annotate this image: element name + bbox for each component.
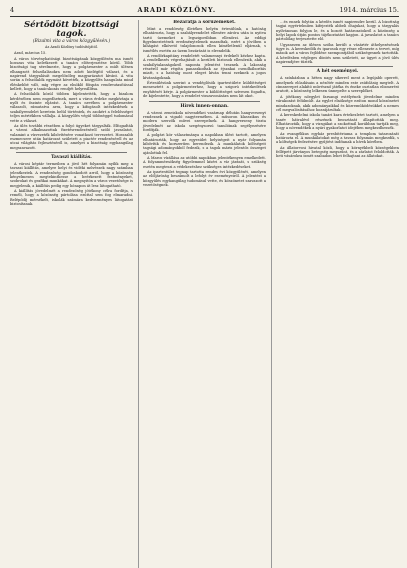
body-paragraph: A városi képtár termeiben a jövő hét folyamán nyílik meg a tavaszi kiállítás, amelyre helyi és vidéki művészek nagy számban jelentkeztek. A rendezőség gondoskodott arról, hogy a közönség kényelmesen megtekinthesse a beérkezett festményeket, szobrokat és grafikai munkákat. A megnyitón a város vezetősége is megjelenik, a kiállítás pedig egy hónapon át lesz látogatható. [10, 161, 133, 188]
body-paragraph: A polgári kör választmánya a napokban ülést tartott, amelyen elhatározták, hogy az egyesület helyiségeit a nyár folyamán kibővítik és korszerűen berendezik. A munkálatok költségeit tagsági adományokból fedezik, s a tagok máris jelentős összeget ajánlottak fel. [143, 133, 266, 155]
section-heading: Hírek innen-onnan. [180, 103, 229, 109]
body-paragraph: Mint a rendőrség illetékes helyén értesülünk, a hatóság elhatározta, hogy a szabályrendelet ellenére záróra után is nyitva tartó üzemeket a legszigorúbban ellenőrzi. Az eddigi figyelmeztetések eredménytelenek maradtak, ezért a jövőben a kihágást elkövető tulajdonosok ellen kíméletlenül eljárnak, s ismétlés esetén az üzem bezárását is elrendelik. [143, 27, 266, 53]
body-paragraph: Az evangélikus egyház presbitériuma a templom tatarozását határozta el. A munkálatokat még a tavasz folyamán megkezdik, s a költségek fedezésére gyűjtést indítanak a hívek körében. [276, 131, 399, 145]
body-paragraph: A kereskedelmi iskola tanári kara értekezletet tartott, amelyen a tanév hátralévő részének beosztását állapították meg. Elhatározták, hogy a vizsgákat a szokottnál korábban tartják meg, hogy a növendékek a nyári gyakorlatot idejében megkezdhessék. [276, 113, 399, 131]
issue-date: 1914. március 15. [339, 6, 399, 14]
divider-rule [149, 101, 260, 102]
paper-name: ARADI KÖZLÖNY. [137, 6, 217, 14]
divider-rule [16, 152, 127, 153]
body-paragraph: Az állatorvosi hivatal közli, hogy a környékbeli községekben fellépett járványos betegség megszűnt, és a zárlatot feloldották. A heti vásárokra ismét szabadon lehet felhajtani az állatokat. [276, 145, 399, 159]
body-paragraph: A városi zeneiskola növendékei vasárnap délután hangversenyt rendeznek a vigadó nagytermében. A műsoron klasszikus és modern szerzők művei szerepelnek. A hangverseny tiszta jövedelmét az iskola szegénysorsú tanulóinak segélyezésére fordítják. [143, 110, 266, 132]
body-paragraph: …és ennek folytán a kérdés ismét napirendre kerül. A bizottság tagjai egyértelműen kifejezték abbeli óhajukat, hogy a tárgyalás nyilvánosan folyjon le, és a hozott határozatokról a közönség a helyi lapok útján pontos tájékoztatást kapjon. A javaslatot a tanács pártolólag terjesztette elő. [276, 20, 399, 42]
divider-rule [282, 66, 393, 67]
masthead [10, 6, 399, 17]
column-1 [10, 20, 133, 568]
body-paragraph: A Maros vízállása az utóbbi napokban jelentékenyen emelkedett. A folyammérnökség figyelemmel kíséri a víz járását, s szükség esetén megteszi a védekezéshez szükséges intézkedéseket. [143, 155, 266, 169]
section-heading: Tavaszi kiállítás. [51, 154, 92, 160]
body-paragraph: A színházban a héten nagy sikerrel ment a legújabb operett, amelynek előadásain a nézőtér minden este zsúfolásig megtelt. A címszerepet alakító művésznő játéka és éneke osztatlan elismerést aratott, a közönség lelkesen ünnepelte a szereplőket. [276, 76, 399, 94]
article-subhead: (Bizalmi vita a város közgyűlésén.) [32, 39, 111, 44]
body-paragraph: A jótékony nőegylet farsangi estélyének jövedelme minden várakozást felülmúlt. Az egylet elnöksége ezúton mond köszönetet mindazoknak, akik adományaikkal és közreműködésükkel a nemes cél megvalósításához hozzájárultak. [276, 94, 399, 112]
article-headline: Sértődött bizottsági tagok. [23, 20, 120, 39]
body-paragraph: Értesülésünk szerint a vendéglősök ipartestülete küldöttséget menesztett a polgármesterhez, hogy a szigorú intézkedések enyhítését kérje. A polgármester a küldöttséget szívesen fogadta, de kijelentette, hogy a rendelet visszavonására nem lát okot. [143, 81, 266, 99]
body-paragraph: A kiállítás jövedelmét a rendezőség jótékony célra fordítja, s reméli, hogy a közönség pártolása ezúttal sem fog elmaradni. Belépődíj mérsékelt, iskolák számára kedvezményes látogatást biztosítanak. [10, 188, 133, 206]
body-paragraph: A város törvényhatósági bizottságának közgyűlésén ma ismét hosszas vita keletkezett a tanács előterjesztése körül. Több bizottsági tag sérelmezte, hogy a polgármester a múlt ülésen elhangzott felszólalásokra nem adott kielégítő választ, és a napirend tárgyalását megelőzőleg magyarázatot kívánt. A vita során a felszólalók egymást követték, a közgyűlés hangulata mind élénkebbé vált, míg végre az elnöklő főispán rendreutasítással kellett, hogy a tanácskozás rendjét helyreállítsa. [10, 56, 133, 92]
article-byline: Az Aradi Közlöny tudósítójától. [45, 45, 98, 49]
body-paragraph: A felszólalók közül többen kijelentették, hogy a bizalom kérdésében nem engedhetnek, mert a város érdeke megkívánja a nyílt és őszinte eljárást. A tanács nevében a polgármester válaszolt, rámutatva arra, hogy a kifogásolt intézkedések a szabályrendelet keretein belül történtek, és azokért a felelősséget teljes mértékben vállalja. A közgyűlés végül többséggel tudomásul vette a választ. [10, 92, 133, 123]
body-paragraph: Az ipartestület tegnap tartotta rendes évi közgyűlését, amelyen az elöljáróság beszámolt a lefolyt év eseményeiről. A jelentést a közgyűlés egyhangúlag tudomásul vette, és köszönetet szavazott a vezetőségnek. [143, 169, 266, 187]
body-paragraph: A rendőrkapitány rendeletét valamennyi érdekelt kézhez kapta. A rendelkezés végrehajtását a kerületi biztosok ellenőrzik, akik a szabálytalanságokról naponta jelentést tesznek. A lakosság részéről már régóta panaszkodtak az éjszakai csendháborítás miatt, s a hatóság most eleget kíván tenni ezeknek a jogos kívánságoknak. [143, 54, 266, 80]
article-columns [10, 20, 399, 568]
body-paragraph: Az ülés további részében a folyó ügyeket tárgyalták. Elfogadták a városi alkalmazottak fizetésrendezéséről szóló javaslatot, valamint a vízvezeték kibővítésére vonatkozó tervezetet. Hosszabb eszmecsere után határozat született a piactér rendezéséről és az utcai világítás fejlesztéséről is, amelyet a bizottság egyhangúlag megszavazott. [10, 123, 133, 150]
section-heading: Bezáratja a sörüzemeket. [173, 20, 236, 25]
column-2 [138, 20, 266, 568]
page-number: 4 [10, 6, 15, 14]
column-3 [271, 20, 399, 568]
section-heading: A hét eseményei. [316, 69, 359, 75]
body-paragraph: Ugyanezen az ülésen szóba került a vásártér áthelyezésének ügye is. A kereskedők és iparosok egy része ellenezte a tervet, míg mások azt a város fejlődése szempontjából szükségesnek tartották. A kérdésben végleges döntés nem született, az ügyet a jövő ülés napirendjére tűzték. [276, 42, 399, 65]
body-paragraph: Arad, március 15. [14, 51, 47, 56]
